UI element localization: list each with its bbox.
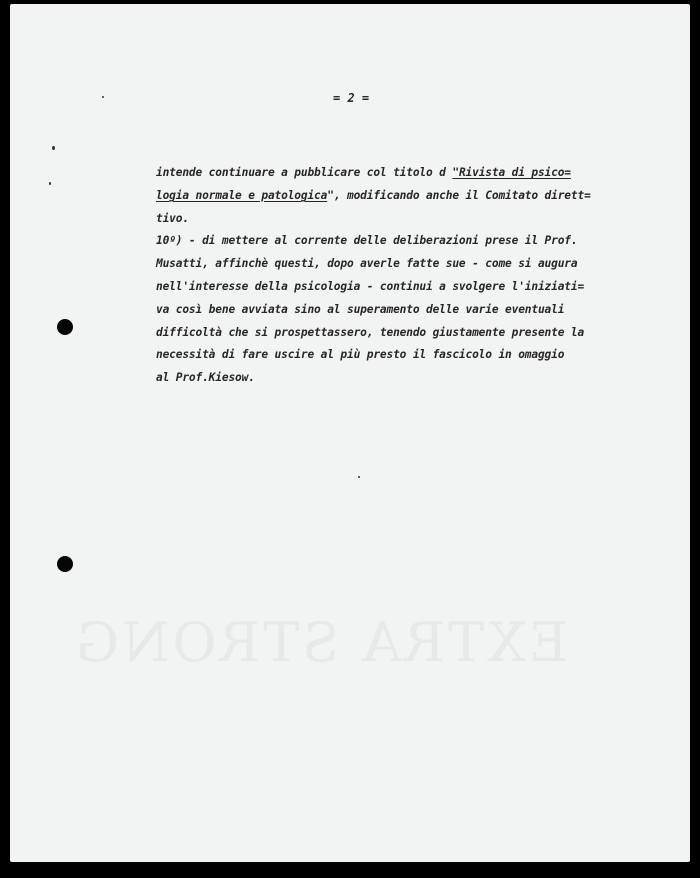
paper-speck xyxy=(49,182,51,185)
text-line xyxy=(156,208,666,231)
text-segment: nell'interesse della psicologia - continui a svolgere l'iniziati= xyxy=(156,279,585,293)
text-line xyxy=(156,276,666,299)
text-line xyxy=(156,344,666,367)
paper-speck xyxy=(358,476,360,478)
text-line xyxy=(156,253,666,276)
paper-watermark: EXTRA STRONG xyxy=(72,611,568,674)
text-line xyxy=(156,367,666,390)
text-segment: tivo. xyxy=(156,211,189,225)
text-segment: al Prof.Kiesow. xyxy=(156,371,255,385)
underlined-title: "Rivista di psico= xyxy=(452,166,571,179)
text-line xyxy=(156,185,666,208)
punch-hole xyxy=(57,319,73,335)
text-line xyxy=(156,230,666,253)
underlined-title: logia normale e patologica xyxy=(156,188,328,202)
document-page xyxy=(10,4,690,862)
text-segment: intende continuare a pubblicare col titolo d xyxy=(156,166,453,179)
paper-speck xyxy=(52,146,55,150)
text-segment: difficoltà che si prospettassero, tenendo giustamente presente la xyxy=(156,325,585,339)
page-number: = 2 = xyxy=(333,91,370,105)
text-line xyxy=(156,299,666,322)
text-segment: Musatti, affinchè questi, dopo averle fatte sue - come si augura xyxy=(156,257,578,271)
text-segment: ", modificando anche il Comitato dirett= xyxy=(327,188,591,202)
text-line xyxy=(156,322,666,345)
text-segment: necessità di fare uscire al più presto il fascicolo in omaggio xyxy=(156,348,565,362)
body-text xyxy=(156,162,666,390)
paper-speck xyxy=(102,96,104,98)
punch-hole xyxy=(57,556,73,572)
text-segment: 10º) - di mettere al corrente delle deliberazioni prese il Prof. xyxy=(156,234,578,248)
text-line xyxy=(156,162,666,185)
text-segment: va così bene avviata sino al superamento delle varie eventuali xyxy=(156,302,565,316)
